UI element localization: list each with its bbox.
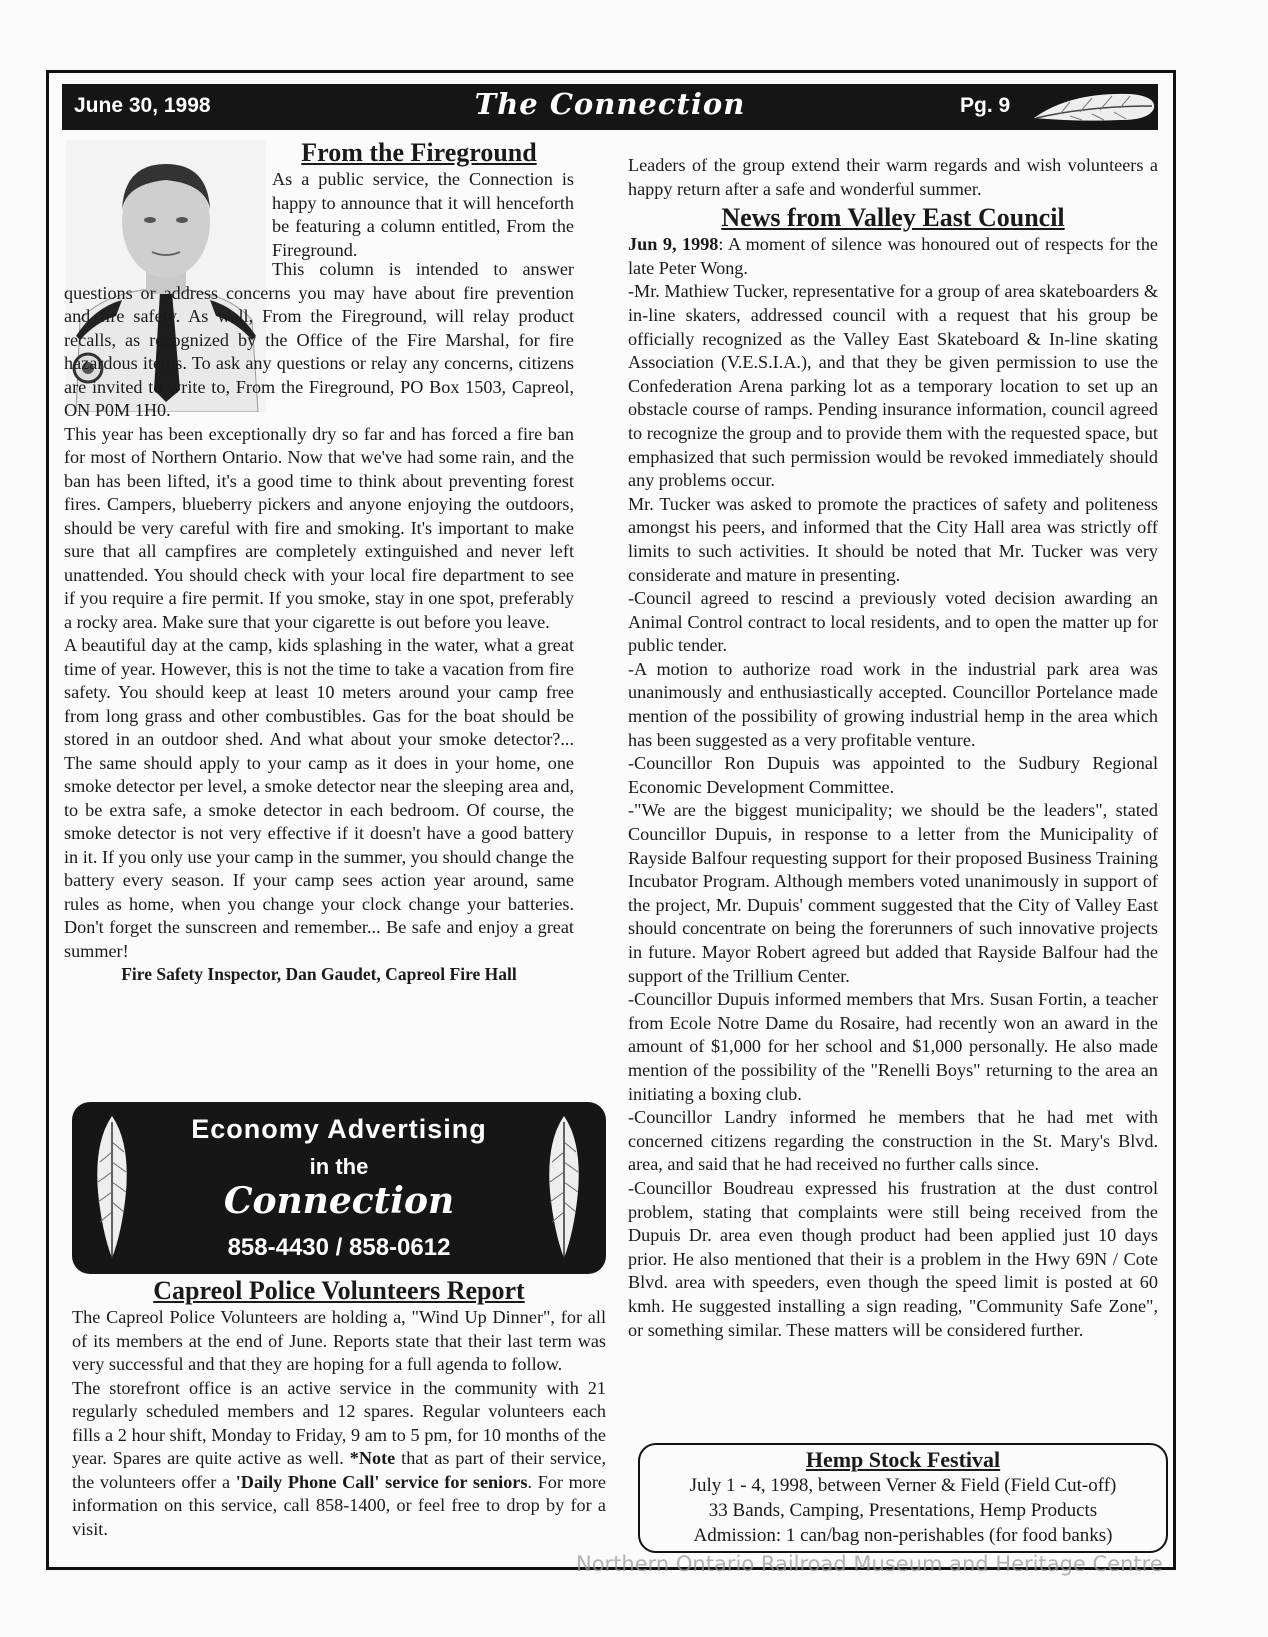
fireground-body (64, 258, 574, 987)
police-paragraph-1: The Capreol Police Volunteers are holding a, "Wind Up Dinner", for all of its members at the end of June. Reports state that their last term was very successful and that they are hoping for a full agenda to follow. (72, 1307, 606, 1374)
council-paragraph-3: Mr. Tucker was asked to promote the practices of safety and politeness amongst his peers, and informed that the City Hall area was strictly off limits to such activities. It should be noted that Mr. Tucker was very considerate and mature in presenting. (628, 493, 1158, 585)
fireground-paragraph-1: As a public service, the Connection is happy to announce that it will henceforth be featuring a column entitled, From the Fireground. (272, 169, 574, 260)
right-column (628, 154, 1158, 1342)
fireground-heading: From the Fireground (301, 138, 537, 167)
newspaper-title: The Connection (474, 87, 746, 121)
hemp-stock-features: 33 Bands, Camping, Presentations, Hemp Products (708, 1500, 1098, 1521)
council-paragraph-5: -A motion to authorize road work in the industrial park area was unanimously and enthusiastically accepted. Councillor Portelance made mention of the possibility of growing industrial hemp in the area which has been suggested as a very profitable venture. (628, 658, 1158, 750)
police-paragraph-2-c: . For more information on this service, call 858-1400, or feel free to drop by for a visit. (72, 1471, 606, 1539)
council-meeting-date: Jun 9, 1998 (628, 234, 719, 255)
page-number: Pg. 9 (960, 94, 1011, 117)
fireground-paragraph-2 (64, 258, 574, 423)
issue-date: June 30, 1998 (74, 94, 211, 117)
police-paragraph-2-a: The storefront office is an active service in the community with 21 regularly scheduled members and 12 spares. Regular volunteers each fills a 2 hour shift, Monday to Friday, 9 am to 5 pm, for 10 months of the year. Spares are quite active as well. (72, 1377, 606, 1468)
police-note-label: *Note (349, 1448, 396, 1468)
museum-watermark: Northern Ontario Railroad Museum and Heritage Centre (576, 1552, 1163, 1576)
police-daily-call-service: 'Daily Phone Call' service for seniors (235, 1471, 528, 1492)
police-report-heading: Capreol Police Volunteers Report (153, 1276, 525, 1305)
council-paragraph-6: -Councillor Ron Dupuis was appointed to the Sudbury Regional Economic Development Committee. (628, 753, 1158, 797)
fireground-paragraph-3: This year has been exceptionally dry so far and has forced a fire ban for most of Northern Ontario. Now that we've had some rain, and the ban has been lifted, it's a good time to think about preventing forest fires. Campers, blueberry pickers and anyone enjoying the outdoors, should be very careful with fire and smoking. It's important to make sure that all campfires are completely extinguished and never left unattended. You should check with your local fire department to see if you require a fire permit. If you smoke, stay in one spot, preferably a rocky area. Make sure that your cigarette is out before you leave. (64, 423, 574, 632)
fireground-signature: Fire Safety Inspector, Dan Gaudet, Capreol Fire Hall (121, 964, 517, 984)
council-heading: News from Valley East Council (721, 203, 1065, 233)
council-paragraph-8: -Councillor Dupuis informed members that Mrs. Susan Fortin, a teacher from Ecole Notre Dame du Rosaire, had recently won an award in the amount of $1,000 for her school and $1,000 personally. He also made mention of the possibility of the "Renelli Boys" returning to the area an initiating a boxing club. (628, 989, 1158, 1104)
council-paragraph-2: -Mr. Mathiew Tucker, representative for a group of area skateboarders & in-line skaters, addressed council with a request that his group be officially recognized as the Valley East Skateboard & In-line skating Association (V.E.S.I.A.), and that they be given permission to use the Confederation Arena parking lot as a temporary location to set up an obstacle course of ramps. Pending insurance information, council agreed to recognize the group and to provide them with the requested space, but emphasized that such permission would be revoked immediately should any problems occur. (628, 281, 1158, 491)
fireground-intro (272, 138, 574, 262)
fireground-paragraph-4: A beautiful day at the camp, kids splashing in the water, what a great time of year. However, this is not the time to take a vacation from fire safety. You should keep at least 10 meters around your camp free from long grass and other combustibles. Gas for the boat should be stored in an outdoor shed. And what about your smoke detector?... The same should apply to your camp as it does in your home, one smoke detector per level, a smoke detector near the sleeping area and, to be extra safe, a smoke detector in each bedroom. Of course, the smoke detector is not very effective if it doesn't have a good battery in it. If you only use your camp in the summer, you should change the battery every season. If your camp sees action year around, same rules as home, when you change your clock change your batteries. Don't forget the sunscreen and remember... Be safe and enjoy a great summer! (64, 635, 574, 961)
council-paragraph-9: -Councillor Landry informed he members that he had met with concerned citizens regarding the construction in the St. Mary's Blvd. area, and said that he had received no further calls since. (628, 1107, 1158, 1175)
economy-advertising-ad (72, 1102, 606, 1274)
ad-phone-numbers: 858-4430 / 858-0612 (227, 1234, 451, 1261)
hemp-stock-festival-box (638, 1443, 1168, 1553)
council-paragraph-1 (628, 233, 1158, 280)
feather-icon (1030, 88, 1158, 128)
council-paragraph-7: -"We are the biggest municipality; we should be the leaders", stated Councillor Dupuis, in response to a letter from the Municipality of Rayside Balfour requesting support for their proposed Business Training Incubator Program. Although members voted unanimously in support of the project, Mr. Dupuis' comment suggested that the City of Valley East should concentrate on being the forerunners of such innovative projects in future. Mayor Robert agreed but added that Rayside Balfour had the support of the Trillium Center. (628, 800, 1158, 986)
volunteers-closing: Leaders of the group extend their warm regards and wish volunteers a happy return after a safe and wonderful summer. (628, 155, 1158, 199)
fireground-paragraph-2-text: This column is intended to answer questions or address concerns you may have about fire prevention and fire safety. As well, From the Fireground, will relay product recalls, as recognized by the Office of the Fire Marshal, for fire hazardous items. To ask any questions or relay any concerns, citizens are invited to write to, From the Fireground, PO Box 1503, Capreol, ON P0M 1H0. (64, 259, 574, 420)
police-paragraph-2 (72, 1377, 606, 1542)
hemp-stock-admission: Admission: 1 can/bag non-perishables (for food banks) (693, 1525, 1113, 1546)
police-report (72, 1276, 606, 1541)
ad-headline: Economy Advertising (191, 1114, 487, 1144)
hemp-stock-heading: Hemp Stock Festival (805, 1447, 1001, 1472)
feather-icon (544, 1112, 584, 1262)
ad-subline: in the (309, 1154, 369, 1179)
police-paragraph-2-b: that as part of their service, the volunteers offer a (72, 1448, 606, 1492)
ad-brand: Connection (223, 1180, 455, 1222)
masthead (62, 84, 1158, 130)
council-paragraph-4: -Council agreed to rescind a previously voted decision awarding an Animal Control contract to local residents, and to open the matter up for public tender. (628, 588, 1158, 656)
council-paragraph-1-text: : A moment of silence was honoured out of respects for the late Peter Wong. (628, 234, 1158, 278)
council-paragraph-10: -Councillor Boudreau expressed his frustration at the dust control problem, stating that complaints were still being received from the Dupuis Dr. area even though product had been applied just 10 days prior. He also mentioned that their is a problem in the Hwy 69N / Cote Blvd. area with speeders, even though the speed limit is posted at 60 kmh. He suggested installing a sign reading, "Community Safe Zone", or something similar. These matters will be considered further. (628, 1177, 1158, 1340)
hemp-stock-dates: July 1 - 4, 1998, between Verner & Field (Field Cut-off) (689, 1475, 1117, 1496)
